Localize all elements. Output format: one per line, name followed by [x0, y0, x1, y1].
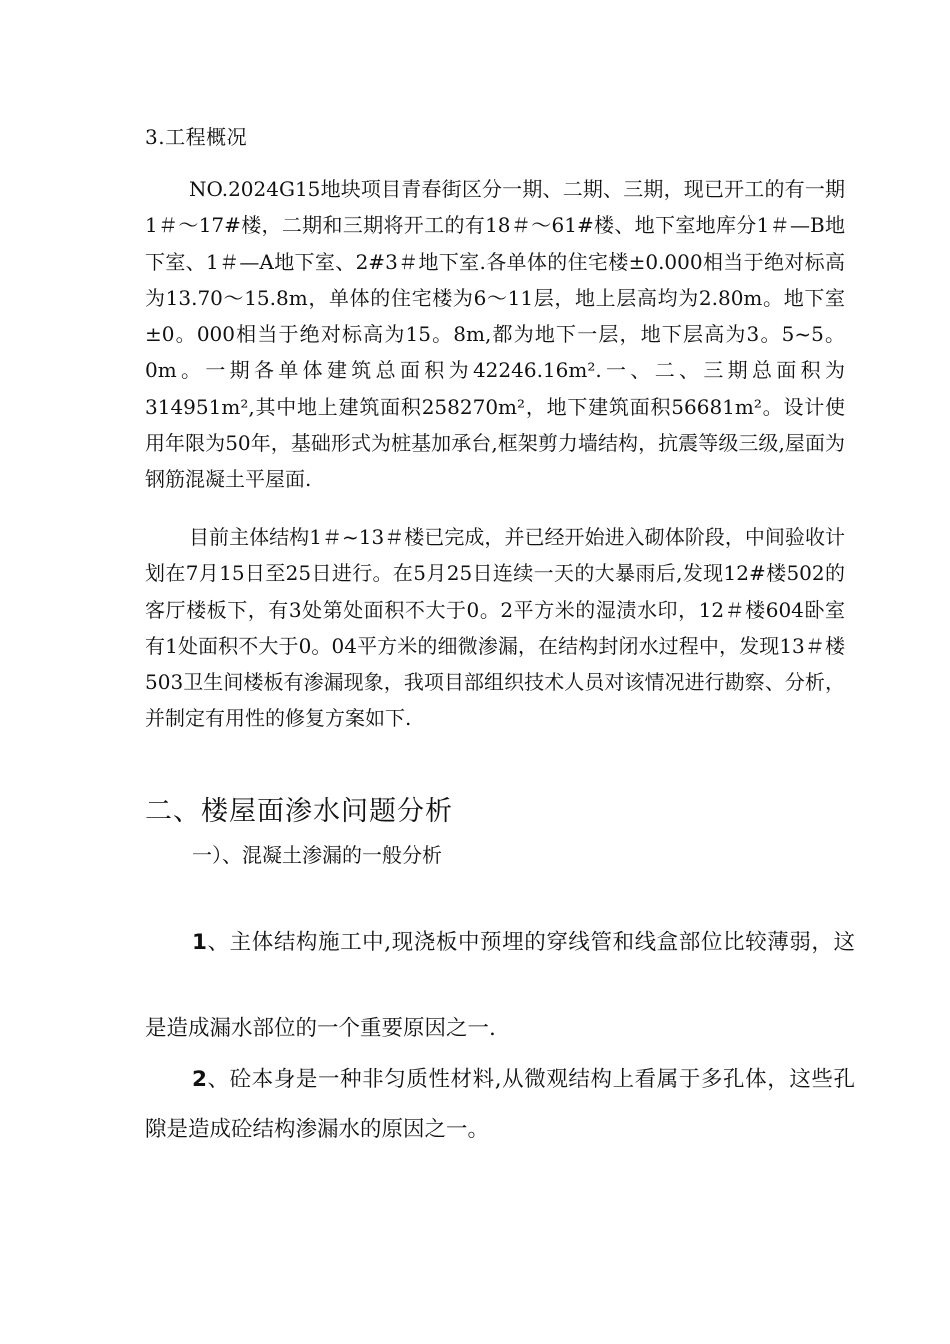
- section-heading: 二、楼屋面渗水问题分析: [145, 796, 453, 827]
- item-text: 、砼本身是一种非匀质性材料,从微观结构上看属于多孔体，这些孔隙是造成砼结构渗漏水的原因之一。: [145, 1067, 855, 1142]
- analysis-item: [145, 1055, 855, 1155]
- item-number: 1: [192, 930, 207, 955]
- analysis-item: [145, 900, 855, 1072]
- project-overview-paragraph: NO.2024G15地块项目青春街区分一期、二期、三期，现已开工的有一期1＃～17#楼，二期和三期将开工的有18＃～61#楼、地下室地库分1＃—B地下室、1＃—A地下室、2#3＃地下室.各单体的住宅楼±0.000相当于绝对标高为13.70～15.8m，单体的住宅楼为6～11层，地上层高均为2.80m。地下室±0。000相当于绝对标高为15。8m,都为地下一层，地下层高为3。5~5。0m。一期各单体建筑总面积为42246.16m².一、二、三期总面积为314951m²,其中地上建筑面积258270m²，地下建筑面积56681m²。设计使用年限为50年，基础形式为桩基加承台,框架剪力墙结构，抗震等级三级,屋面为钢筋混凝土平屋面.: [145, 177, 845, 492]
- subsection-heading: 一）、混凝土渗漏的一般分析: [192, 843, 442, 867]
- current-status-paragraph: 目前主体结构1＃~13＃楼已完成，并已经开始进入砌体阶段，中间验收计划在7月15日至25日进行。在5月25日连续一天的大暴雨后,发现12#楼502的客厅楼板下，有3处第处面积不大于0。2平方米的湿渍水印，12＃楼604卧室有1处面积不大于0。04平方米的细微渗漏，在结构封闭水过程中，发现13＃楼503卫生间楼板有渗漏现象，我项目部组织技术人员对该情况进行勘察、分析，并制定有用性的修复方案如下.: [145, 525, 845, 731]
- section-label: 3.工程概况: [145, 125, 248, 149]
- item-text: 、主体结构施工中,现浇板中预埋的穿线管和线盒部位比较薄弱，这是造成漏水部位的一个重要原因之一.: [145, 930, 855, 1041]
- item-number: 2: [192, 1067, 207, 1092]
